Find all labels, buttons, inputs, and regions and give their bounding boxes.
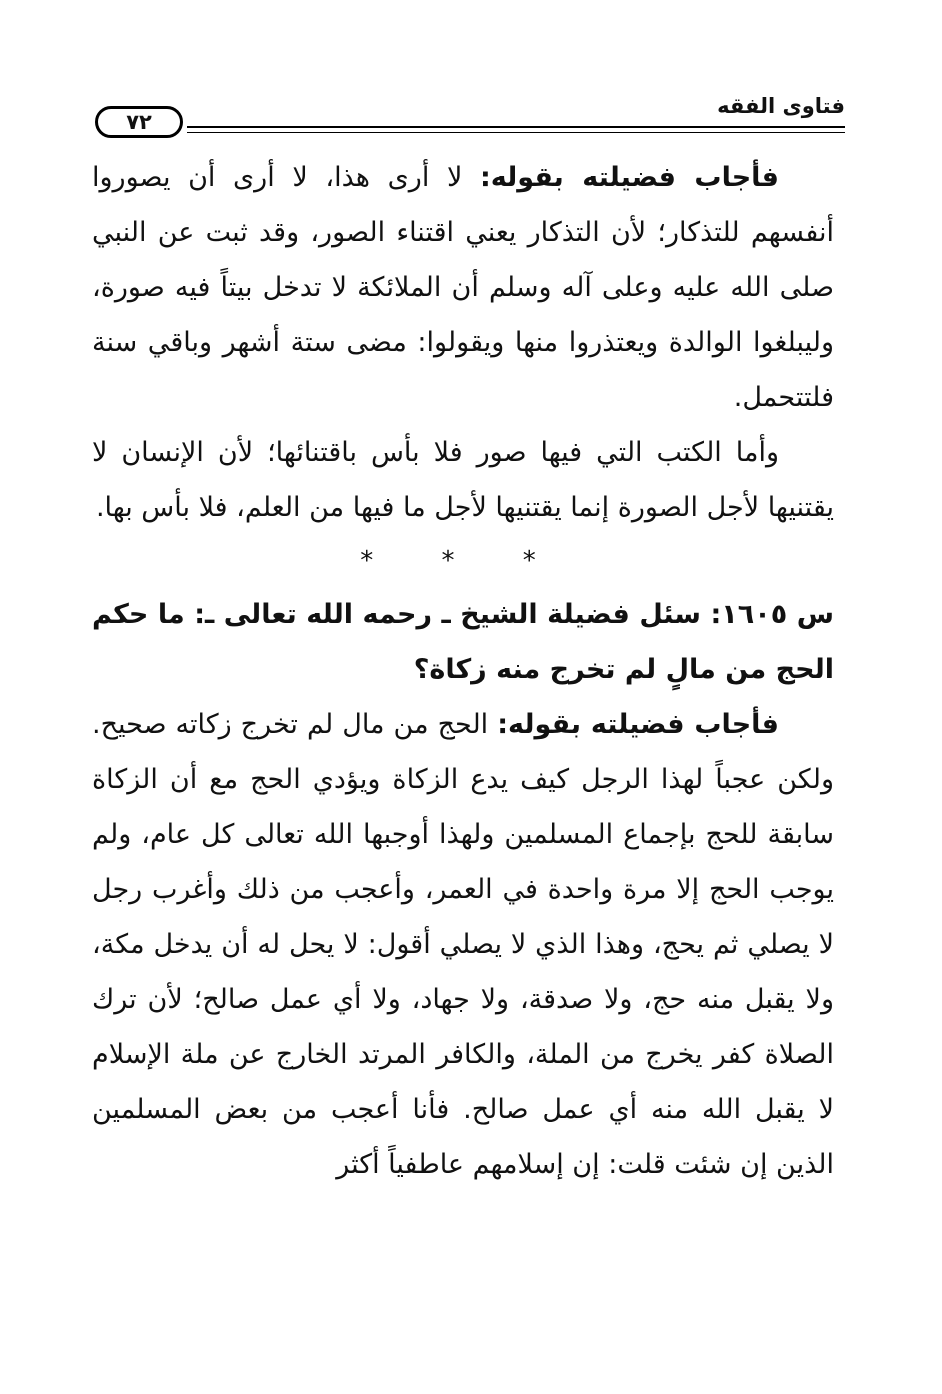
running-header xyxy=(95,88,845,148)
answer-lead: فأجاب فضيلته بقوله: xyxy=(497,709,779,740)
answer-text: لا أرى هذا، لا أرى أن يصوروا أنفسهم للتذكار؛ لأن التذكار يعني اقتناء الصور، وقد ثبت عن النبي صلى الله عليه وعلى آله وسلم أن الملائكة لا تدخل بيتاً فيه صورة، وليبلغوا الوالدة ويعتذروا منها ويقولوا: مضى ستة أشهر وباقي سنة فلتتحمل. xyxy=(92,162,834,413)
answer-lead: فأجاب فضيلته بقوله: xyxy=(480,162,779,193)
question-paragraph xyxy=(92,587,834,697)
running-title: فتاوى الفقه xyxy=(717,94,845,118)
section-separator: * * * xyxy=(360,546,566,576)
page-body xyxy=(92,150,834,1192)
paragraph-books: وأما الكتب التي فيها صور فلا بأس باقتنائها؛ لأن الإنسان لا يقتنيها لأجل الصورة إنما يقتنيها لأجل ما فيها من العلم، فلا بأس بها. xyxy=(92,437,834,523)
page-number: ٧٢ xyxy=(95,106,183,138)
header-rule xyxy=(187,126,845,133)
answer-paragraph-2 xyxy=(92,697,834,1192)
answer-paragraph-1 xyxy=(92,150,834,425)
question-text: س ١٦٠٥: سئل فضيلة الشيخ ـ رحمه الله تعالى ـ: ما حكم الحج من مالٍ لم تخرج منه زكاة؟ xyxy=(92,599,834,685)
answer-text: الحج من مال لم تخرج زكاته صحيح. ولكن عجباً لهذا الرجل كيف يدع الزكاة ويؤدي الحج مع أن الزكاة سابقة للحج بإجماع المسلمين ولهذا أوجبها الله تعالى كل عام، ولم يوجب الحج إلا مرة واحدة في العمر، وأعجب من ذلك وأغرب رجل لا يصلي ثم يحج، وهذا الذي لا يصلي أقول: لا يحل له أن يدخل مكة، ولا يقبل منه حج، ولا صدقة، ولا جهاد، ولا أي عمل صالح؛ لأن ترك الصلاة كفر يخرج من الملة، والكافر المرتد الخارج عن ملة الإسلام لا يقبل الله منه أي عمل صالح. فأنا أعجب من بعض المسلمين الذين إن شئت قلت: إن إسلامهم عاطفياً أكثر xyxy=(92,709,834,1180)
